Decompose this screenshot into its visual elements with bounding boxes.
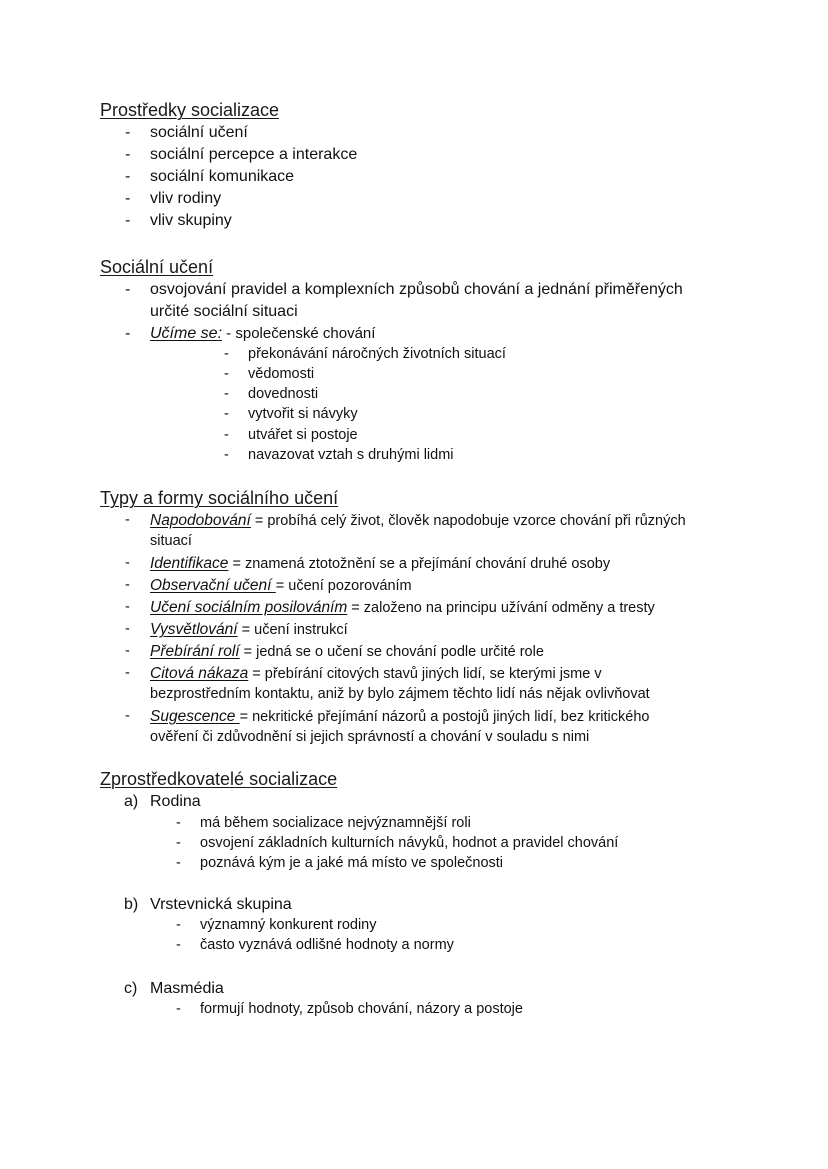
sublist-item: - utvářet si postoje (224, 427, 358, 443)
bullet-dash: - (224, 386, 229, 402)
bullet-dash: - (125, 643, 130, 659)
bullet-dash: - (125, 512, 130, 528)
sublist-item: - navazovat vztah s druhými lidmi (224, 447, 454, 463)
list-item: - Observační učení = učení pozorováním (125, 577, 412, 594)
list-letter: c) (124, 980, 138, 997)
term: Učíme se: (150, 325, 223, 342)
bullet-dash: - (224, 447, 229, 463)
term: Identifikace (150, 555, 229, 572)
list-item: - Identifikace = znamená ztotožnění se a přejímání chování druhé osoby (125, 555, 611, 572)
bullet-dash: - (176, 855, 181, 871)
list-item: - Sugescence = nekritické přejímání názorů a postojů jiných lidí, bez kritického (125, 708, 650, 725)
sublist-item: - často vyznává odlišné hodnoty a normy (176, 937, 454, 953)
group-vrstevnicka-skupina: b) Vrstevnická skupina (124, 896, 292, 913)
list-letter: b) (124, 896, 139, 913)
term: Citová nákaza (150, 665, 249, 682)
bullet-dash: - (176, 815, 181, 831)
list-item: - osvojování pravidel a komplexních způsobů chování a jednání přiměřených (125, 281, 683, 298)
bullet-dash: - (125, 555, 130, 571)
heading-zprostredkovatele: Zprostředkovatelé socializace (100, 769, 338, 789)
heading-socialni-uceni: Sociální učení (100, 257, 214, 277)
sublist-item: - překonávání náročných životních situací (224, 346, 506, 362)
bullet-dash: - (176, 917, 181, 933)
list-item-continuation: určité sociální situaci (150, 303, 298, 320)
sublist-item: - vytvořit si návyky (224, 406, 358, 422)
list-item: - vliv skupiny (125, 212, 232, 229)
sublist-item: - osvojení základních kulturních návyků, hodnot a pravidel chování (176, 835, 619, 851)
heading-prostredky-socializace: Prostředky socializace (100, 100, 280, 120)
group-masmedia: c) Masmédia (124, 980, 224, 997)
bullet-dash: - (125, 146, 131, 163)
bullet-dash: - (224, 366, 229, 382)
bullet-dash: - (125, 325, 131, 342)
bullet-dash: - (125, 124, 131, 141)
term: Učení sociálním posilováním (150, 599, 348, 616)
list-item: - vliv rodiny (125, 190, 222, 207)
list-item: - Přebírání rolí = jedná se o učení se chování podle určité role (125, 643, 544, 660)
term: Přebírání rolí (150, 643, 240, 660)
list-item: - Napodobování = probíhá celý život, člověk napodobuje vzorce chování při různých (125, 512, 686, 529)
list-letter: a) (124, 793, 139, 810)
bullet-dash: - (176, 835, 181, 851)
sublist-item: - dovednosti (224, 386, 319, 402)
sublist-item: - vědomosti (224, 366, 315, 382)
list-item: - sociální percepce a interakce (125, 146, 358, 163)
heading-typy-a-formy: Typy a formy sociálního učení (100, 488, 339, 508)
list-item-ucime-se: - Učíme se: - společenské chování (125, 325, 376, 342)
bullet-dash: - (125, 212, 131, 229)
bullet-dash: - (176, 1001, 181, 1017)
bullet-dash: - (224, 427, 229, 443)
list-item: - sociální komunikace (125, 168, 295, 185)
sublist-item: - poznává kým je a jaké má místo ve společnosti (176, 855, 504, 871)
sublist-item: - má během socializace nejvýznamnější roli (176, 815, 471, 831)
term: Napodobování (150, 512, 251, 529)
list-item-continuation: bezprostředním kontaktu, aniž by bylo zájmem těchto lidí nás nějak ovlivňovat (150, 686, 650, 702)
term: Sugescence (150, 708, 240, 725)
bullet-dash: - (125, 599, 130, 615)
sublist-item: - významný konkurent rodiny (176, 917, 377, 933)
list-item-continuation: situací (150, 533, 192, 549)
bullet-dash: - (125, 621, 130, 637)
term: Vysvětlování (150, 621, 238, 638)
bullet-dash: - (125, 708, 130, 724)
bullet-dash: - (224, 406, 229, 422)
list-item: - sociální učení (125, 124, 248, 141)
bullet-dash: - (125, 190, 131, 207)
term: Observační učení (150, 577, 276, 594)
bullet-dash: - (176, 937, 181, 953)
bullet-dash: - (125, 665, 130, 681)
bullet-dash: - (125, 168, 131, 185)
list-item: - Citová nákaza = přebírání citových stavů jiných lidí, se kterými jsme v (125, 665, 602, 682)
list-item-continuation: ověření či zdůvodnění si jejich správností a chování v souladu s nimi (150, 729, 590, 745)
group-rodina: a) Rodina (124, 793, 201, 810)
list-item: - Vysvětlování = učení instrukcí (125, 621, 348, 638)
sublist-item: - formují hodnoty, způsob chování, názory a postoje (176, 1001, 523, 1017)
bullet-dash: - (224, 346, 229, 362)
bullet-dash: - (125, 281, 131, 298)
bullet-dash: - (125, 577, 130, 593)
list-item: - Učení sociálním posilováním = založeno na principu užívání odměny a tresty (125, 599, 655, 616)
